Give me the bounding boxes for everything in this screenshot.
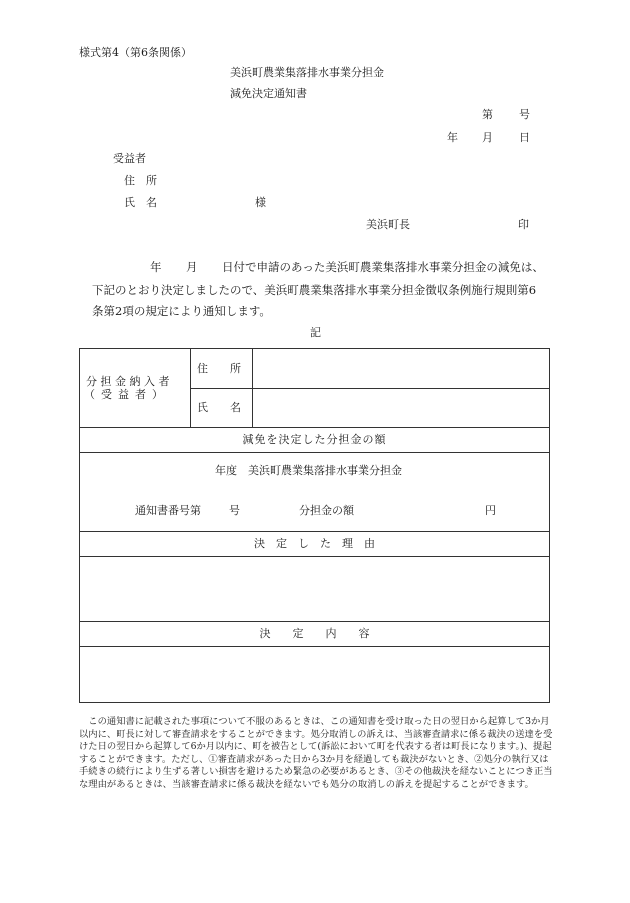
body-line-3: 条第2項の規定により通知します。 [92,304,271,318]
seal: 印 [518,218,529,231]
address-label: 住 所 [124,174,157,187]
content-header: 決 定 内 容 [259,627,370,640]
row-divider [80,646,549,647]
notice-number-go: 号 [229,504,240,517]
name-label: 氏 名 [124,196,157,209]
fiscal-year-line: 年度 美浜町農業集落排水事業分担金 [215,464,402,477]
amount-yen: 円 [485,504,496,517]
title-line-2: 減免決定通知書 [230,87,307,100]
body-line-2: 下記のとおり決定しましたので、美浜町農業集落排水事業分担金徴収条例施行規則第6 [92,283,537,297]
recipient-heading: 受益者 [113,152,146,165]
body-year: 年 [150,260,162,274]
title-line-1: 美浜町農業集落排水事業分担金 [230,66,384,79]
number-go: 号 [519,108,530,121]
date-day: 日 [519,131,530,144]
number-dai: 第 [482,108,493,121]
row-divider [80,556,549,557]
honorific: 様 [255,196,266,209]
address-cell-label: 住 所 [197,362,241,375]
date-year: 年 [447,131,458,144]
issuer: 美浜町長 [366,218,410,231]
row-divider [80,621,549,622]
body-month: 月 [186,260,198,274]
row-divider [80,452,549,453]
appeal-notice: この通知書に記載された事項について不服のあるときは、この通知書を受け取った日の翌日から起算して3か月以内に、町長に対して審査請求をすることができます。処分取消しの訴えは、当該審査請求に係る裁決の送達を受けた日の翌日から起算して6か月以内に、町を被告として(訴訟において町を代表する者は町長になります。)、提起することができます。ただし、①審査請求があった日から3か月を経過しても裁決がないとき、②処分の執行又は手続きの続行により生ずる著しい損害を避けるため緊急の必要があるとき、③その他裁決を経ないことにつき正当な理由があるときは、当該審査請求に係る裁決を経ないでも処分の取消しの訴えを提起することができます。 [79,716,553,790]
date-month: 月 [482,131,493,144]
ki-label: 記 [310,326,321,339]
row-divider [80,531,549,532]
row-divider [80,427,549,428]
notice-number-label: 通知書番号第 [135,504,201,517]
form-label: 様式第4（第6条関係） [79,46,192,59]
payer-sublabel: （受益者） [84,388,169,401]
col-divider [252,349,253,427]
reduction-header: 減免を決定した分担金の額 [242,433,387,446]
reduction-table [79,348,550,703]
row-divider [190,388,549,389]
reason-header: 決 定 し た 理 由 [254,537,375,550]
body-line-1: 日付で申請のあった美浜町農業集落排水事業分担金の減免は、 [222,260,544,274]
amount-label: 分担金の額 [299,504,354,517]
col-divider [190,349,191,427]
name-cell-label: 氏 名 [197,401,241,414]
payer-label: 分担金納入者 [86,375,173,388]
